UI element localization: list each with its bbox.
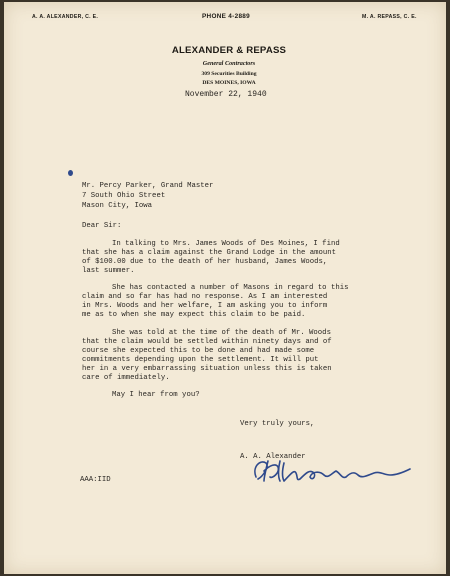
paragraph-line: care of immediately.: [82, 374, 170, 382]
closing: Very truly yours,: [240, 420, 315, 428]
paragraph-line: May I hear from you?: [112, 391, 200, 399]
handwritten-signature: [250, 455, 420, 487]
recipient-name: Mr. Percy Parker, Grand Master: [82, 182, 214, 190]
letterhead-phone: PHONE 4-2889: [202, 13, 251, 20]
paragraph-line: In talking to Mrs. James Woods of Des Moines, I find: [112, 240, 340, 248]
letter-date: November 22, 1940: [185, 90, 267, 99]
letterhead-firm-name: ALEXANDER & REPASS: [171, 45, 287, 56]
paragraph-line: of $100.00 due to the death of her husband, James Woods,: [82, 258, 328, 266]
letterhead-left-name: A. A. ALEXANDER, C. E.: [32, 14, 99, 20]
paragraph-line: that the claim would be settled within ninety days and of: [82, 338, 332, 346]
recipient-city: Mason City, Iowa: [82, 202, 153, 210]
ink-blot: [68, 170, 73, 176]
salutation: Dear Sir:: [82, 222, 122, 230]
paragraph-line: course she expected this to be done and had made some: [82, 347, 315, 355]
letterhead-city: DES MOINES, IOWA: [202, 80, 256, 86]
paragraph-line: commitments depending upon the settlement. It will put: [82, 356, 319, 364]
letterhead-tagline: General Contractors: [202, 60, 256, 67]
paragraph-line: that she has a claim against the Grand Lodge in the amount: [82, 249, 336, 257]
letterhead-building: 309 Securities Building: [201, 71, 257, 77]
recipient-street: 7 South Ohio Street: [82, 192, 166, 200]
paragraph-line: last summer.: [82, 267, 135, 275]
typist-initials: AAA:IID: [80, 476, 111, 484]
paragraph-line: in Mrs. Woods and her welfare, I am asking you to inform: [82, 302, 328, 310]
paragraph-line: She was told at the time of the death of Mr. Woods: [112, 329, 331, 337]
letterhead-right-name: M. A. REPASS, C. E.: [362, 14, 417, 20]
paragraph-line: me as to when she may expect this claim to be paid.: [82, 311, 306, 319]
signer-name: A. A. Alexander: [240, 453, 306, 461]
paragraph-line: claim and so far has had no response. As I am interested: [82, 293, 328, 301]
paragraph-line: She has contacted a number of Masons in regard to this: [112, 284, 349, 292]
paragraph-line: her in a very embarrassing situation unless this is taken: [82, 365, 332, 373]
